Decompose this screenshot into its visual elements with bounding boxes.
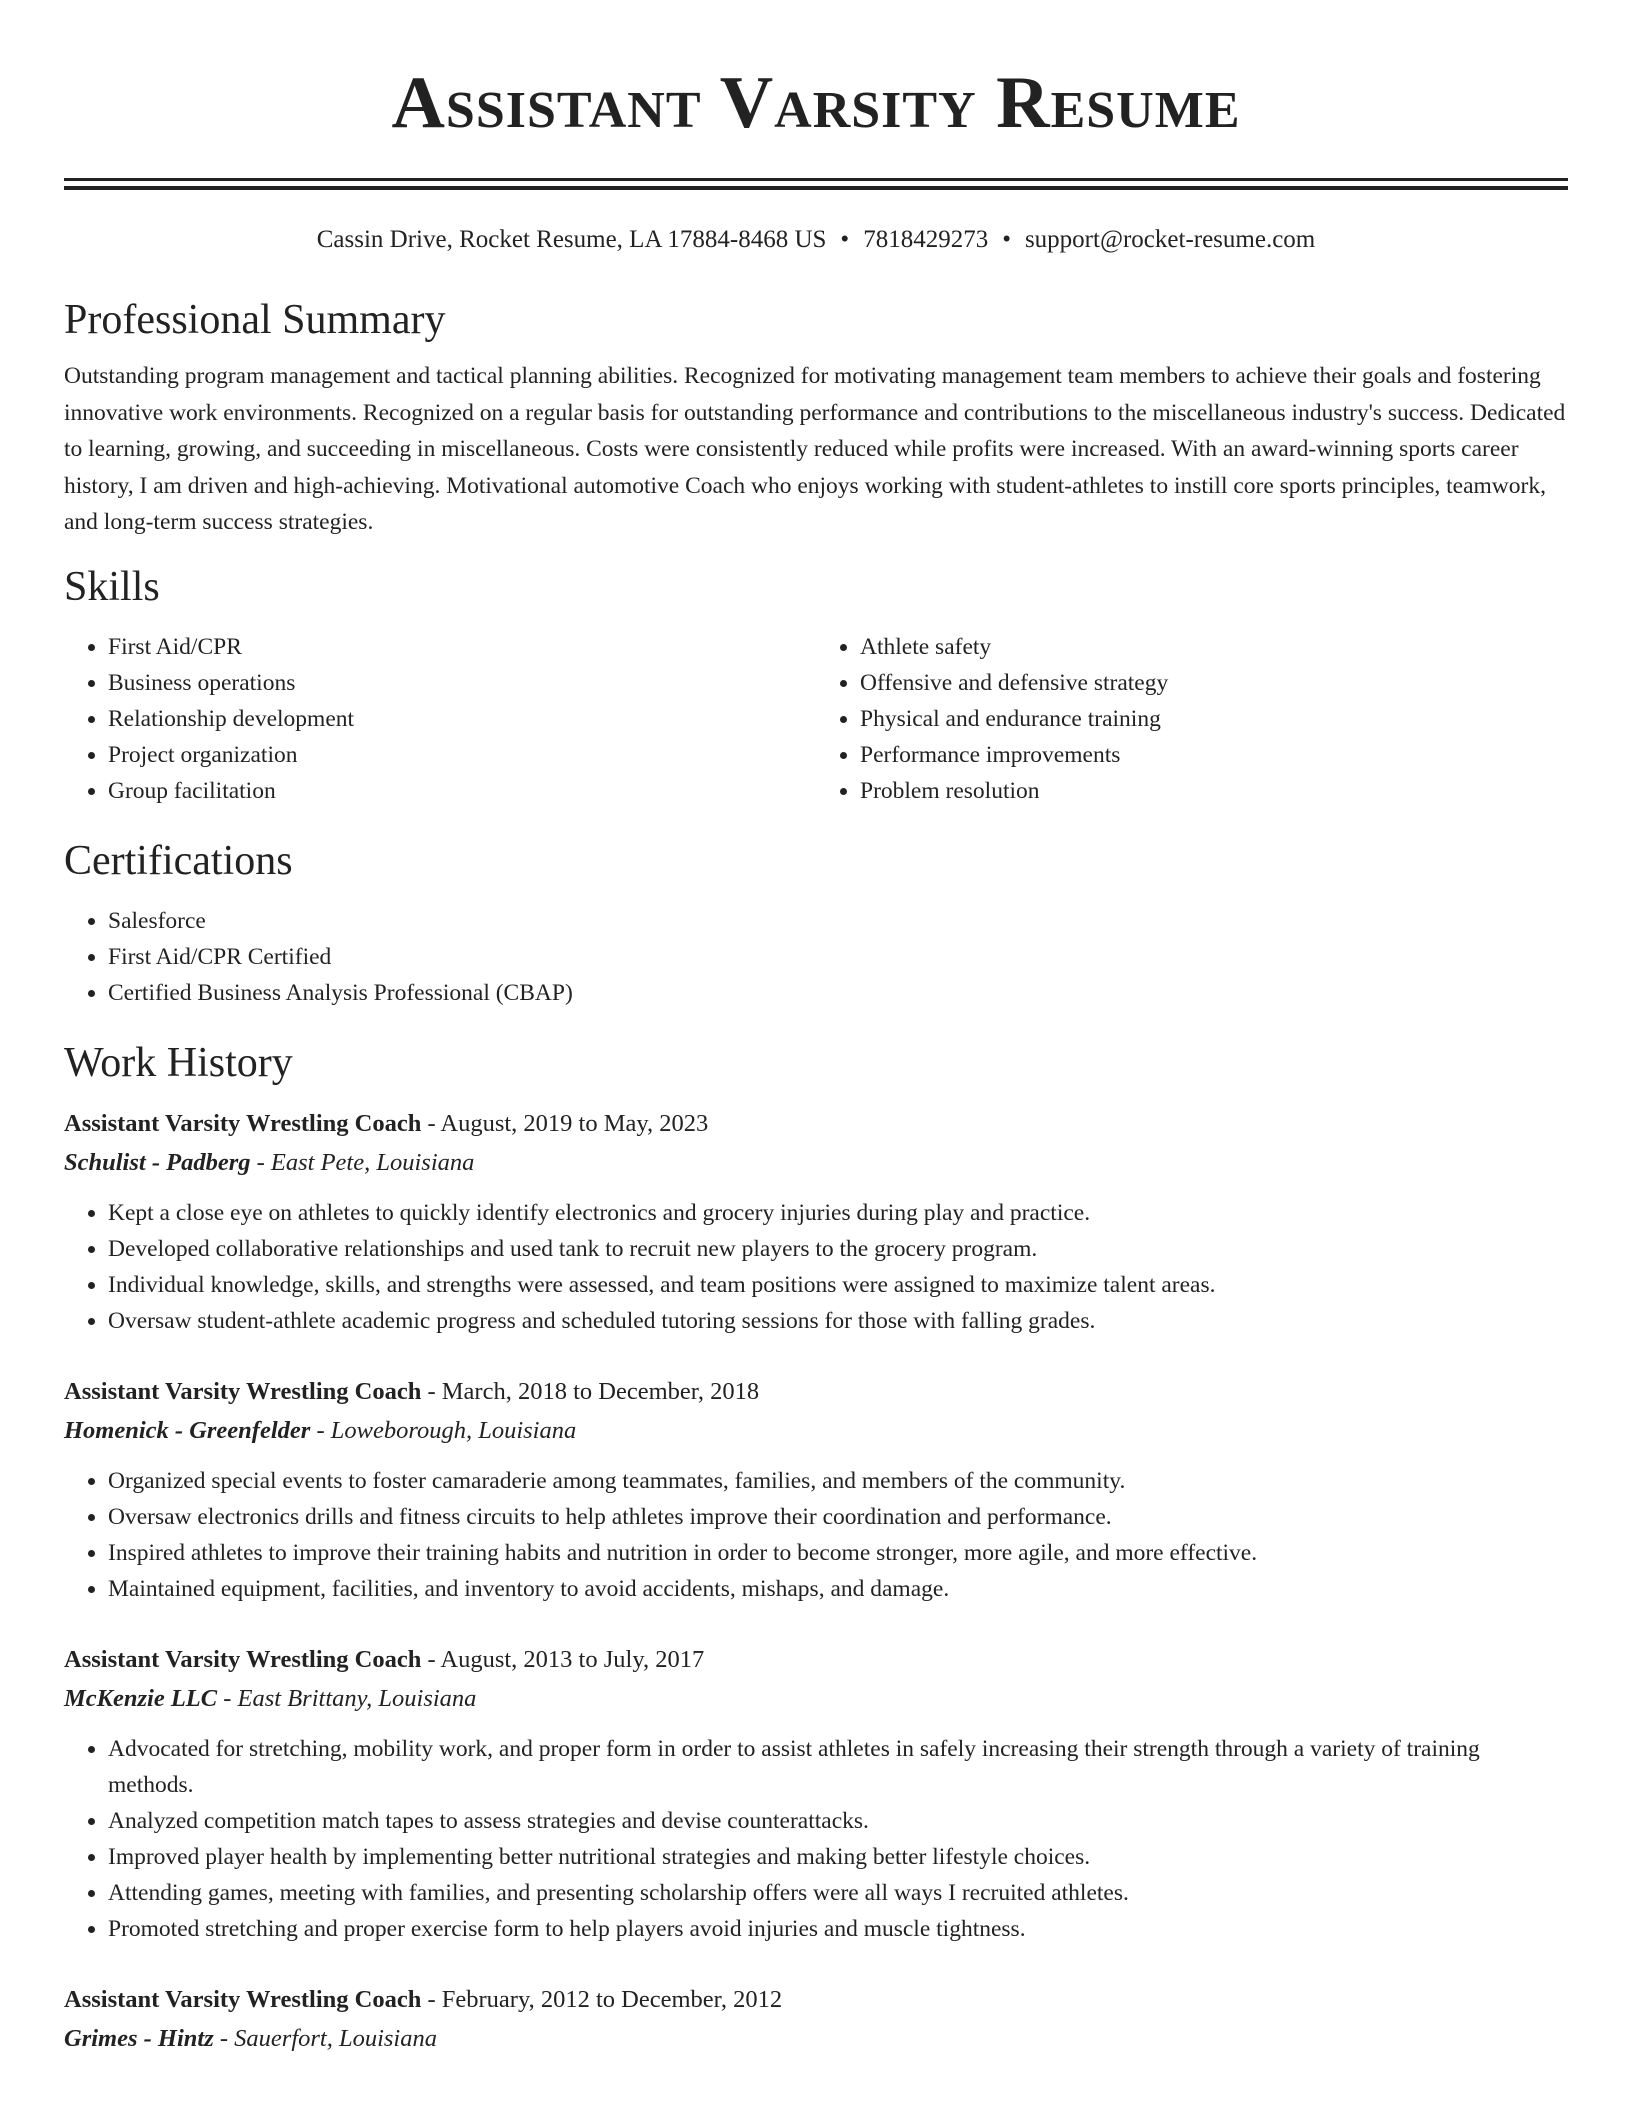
job-dates: - August, 2019 to May, 2023 bbox=[421, 1109, 709, 1137]
job-bullet: • Maintained equipment, facilities, and inventory to avoid accidents, mishaps, and damage. bbox=[108, 1571, 1568, 1607]
job-company-line bbox=[64, 2019, 1568, 2059]
skill-item: • Performance improvements bbox=[860, 737, 1568, 773]
contact-separator: • bbox=[840, 226, 850, 253]
skill-item: • Business operations bbox=[108, 665, 816, 701]
job-title-line bbox=[64, 1981, 1568, 2019]
summary-text: Outstanding program management and tactical planning abilities. Recognized for motivating management team members to achieve their goals and fostering innovative work environments. Recognized on a regular basis for outstanding performance and contributions to the miscellaneous industry's success. Dedicated to learning, growing, and succeeding in miscellaneous. Costs were consistently reduced while profits were increased. With an award-winning sports career history, I am driven and high-achieving. Motivational automotive Coach who enjoys working with student-athletes to instill core sports principles, teamwork, and long-term success strategies. bbox=[64, 363, 1566, 535]
job-title-line bbox=[64, 1373, 1568, 1411]
job-company: Schulist - Padberg bbox=[64, 1148, 251, 1176]
skills-list-left bbox=[64, 629, 816, 809]
skill-item: • Athlete safety bbox=[860, 629, 1568, 665]
job-bullets bbox=[64, 1195, 1568, 1339]
job-title-line bbox=[64, 1105, 1568, 1143]
job-location: - Sauerfort, Louisiana bbox=[213, 2024, 437, 2052]
certification-item: • Certified Business Analysis Professional (CBAP) bbox=[108, 975, 1568, 1011]
job-bullet: • Individual knowledge, skills, and strengths were assessed, and team positions were assigned to maximize talent areas. bbox=[108, 1267, 1568, 1303]
job-bullet: • Kept a close eye on athletes to quickly identify electronics and grocery injuries during play and practice. bbox=[108, 1195, 1568, 1231]
contact-line bbox=[64, 224, 1568, 256]
resume-name: Assistant Varsity Resume bbox=[391, 62, 1241, 144]
job-dates: - March, 2018 to December, 2018 bbox=[421, 1377, 760, 1405]
job-bullet: • Improved player health by implementing better nutritional strategies and making better lifestyle choices. bbox=[108, 1839, 1568, 1875]
job-company: McKenzie LLC bbox=[64, 1684, 218, 1712]
job-entry bbox=[64, 1105, 1568, 1339]
job-company-line bbox=[64, 1679, 1568, 1719]
skill-item: • Physical and endurance training bbox=[860, 701, 1568, 737]
contact-phone: 7818429273 bbox=[863, 226, 989, 253]
job-title-line bbox=[64, 1641, 1568, 1679]
job-bullet: • Developed collaborative relationships and used tank to recruit new players to the grocery program. bbox=[108, 1231, 1568, 1267]
job-dates: - February, 2012 to December, 2012 bbox=[421, 1985, 783, 2013]
contact-email: support@rocket-resume.com bbox=[1024, 226, 1316, 253]
job-bullet: • Oversaw student-athlete academic progress and scheduled tutoring sessions for those with falling grades. bbox=[108, 1303, 1568, 1339]
certification-item: • First Aid/CPR Certified bbox=[108, 939, 1568, 975]
job-entry bbox=[64, 1373, 1568, 1607]
job-bullet: • Advocated for stretching, mobility work, and proper form in order to assist athletes in safely increasing their strength through a variety of training methods. bbox=[108, 1731, 1568, 1803]
skills-columns bbox=[64, 629, 1568, 809]
job-bullet: • Oversaw electronics drills and fitness circuits to help athletes improve their coordination and performance. bbox=[108, 1499, 1568, 1535]
job-bullet: • Attending games, meeting with families, and presenting scholarship offers were all ways I recruited athletes. bbox=[108, 1875, 1568, 1911]
certifications-list bbox=[64, 903, 1568, 1011]
job-dates: - August, 2013 to July, 2017 bbox=[421, 1645, 705, 1673]
job-title: Assistant Varsity Wrestling Coach bbox=[64, 1377, 422, 1405]
contact-separator: • bbox=[1002, 226, 1011, 253]
job-company-line bbox=[64, 1411, 1568, 1451]
job-entry bbox=[64, 1981, 1568, 2059]
skill-item: • Offensive and defensive strategy bbox=[860, 665, 1568, 701]
header-double-rule bbox=[64, 178, 1568, 190]
job-bullets bbox=[64, 1731, 1568, 1947]
job-bullet: • Organized special events to foster camaraderie among teammates, families, and members of the community. bbox=[108, 1463, 1568, 1499]
certification-item: • Salesforce bbox=[108, 903, 1568, 939]
summary-heading: Professional Summary bbox=[64, 297, 446, 343]
job-company-line bbox=[64, 1143, 1568, 1183]
job-title: Assistant Varsity Wrestling Coach bbox=[64, 1985, 422, 2013]
skill-item: • Problem resolution bbox=[860, 773, 1568, 809]
job-location: - Loweborough, Louisiana bbox=[310, 1416, 577, 1444]
skill-item: • Project organization bbox=[108, 737, 816, 773]
work-history-heading: Work History bbox=[64, 1039, 293, 1086]
skills-heading: Skills bbox=[64, 563, 160, 610]
job-title: Assistant Varsity Wrestling Coach bbox=[64, 1645, 422, 1673]
job-location: - East Brittany, Louisiana bbox=[217, 1684, 477, 1712]
job-bullet: • Promoted stretching and proper exercise form to help players avoid injuries and muscle tightness. bbox=[108, 1911, 1568, 1947]
job-bullet: • Analyzed competition match tapes to assess strategies and devise counterattacks. bbox=[108, 1803, 1568, 1839]
skill-item: • First Aid/CPR bbox=[108, 629, 816, 665]
job-company: Grimes - Hintz bbox=[64, 2024, 214, 2052]
skill-item: • Group facilitation bbox=[108, 773, 816, 809]
job-entry bbox=[64, 1641, 1568, 1947]
certifications-heading: Certifications bbox=[64, 837, 293, 884]
contact-address: Cassin Drive, Rocket Resume, LA 17884-8468 US bbox=[316, 226, 827, 253]
job-bullet: • Inspired athletes to improve their training habits and nutrition in order to become stronger, more agile, and more effective. bbox=[108, 1535, 1568, 1571]
job-bullets bbox=[64, 1463, 1568, 1607]
job-location: - East Pete, Louisiana bbox=[250, 1148, 475, 1176]
job-title: Assistant Varsity Wrestling Coach bbox=[64, 1109, 422, 1137]
job-company: Homenick - Greenfelder bbox=[64, 1416, 311, 1444]
skill-item: • Relationship development bbox=[108, 701, 816, 737]
skills-list-right bbox=[816, 629, 1568, 809]
